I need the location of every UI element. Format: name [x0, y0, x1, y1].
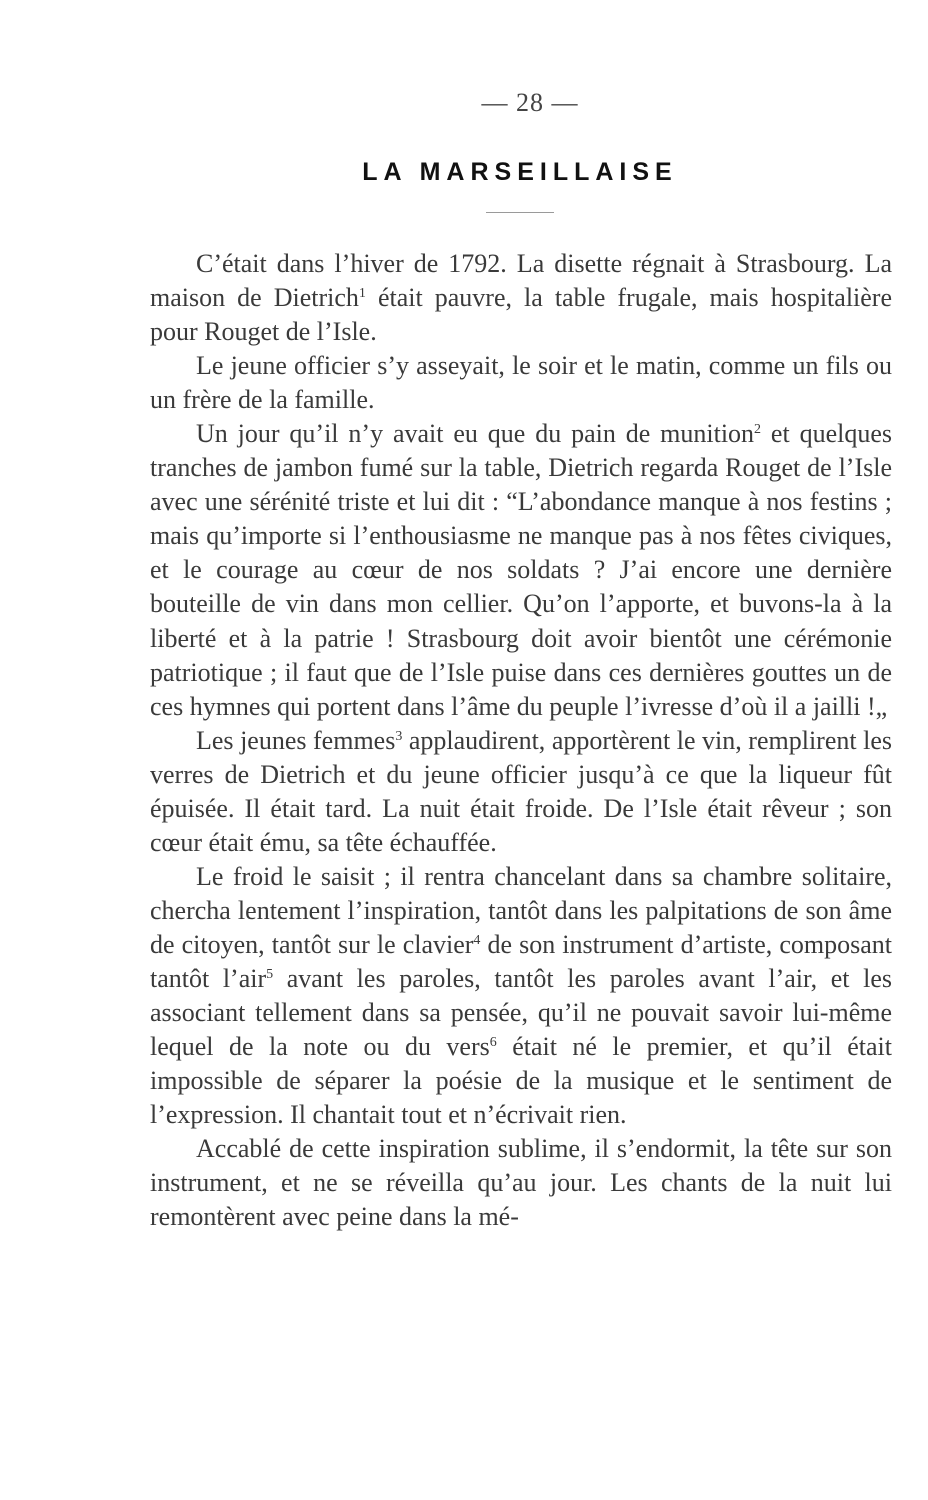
body-text — [150, 247, 892, 1234]
paragraph — [150, 349, 892, 417]
text-segment: et quelques tranches de jambon fumé sur la table, Dietrich regarda Rouget de l’Isle avec une sérénité triste et lui dit : “L’abondance manque à nos festins ; mais qu’importe si l’enthousiasme ne manque pas à nos fêtes civiques, et le courage au cœur de nos soldats ? J’ai encore une dernière bouteille de vin dans mon cellier. Qu’on l’apporte, et buvons-la à la liberté et à la patrie ! Strasbourg doit avoir bientôt une cérémonie patriotique ; il faut que de l’Isle puise dans ces dernières gouttes un de ces hymnes qui portent dans l’âme du peuple l’ivresse d’où il a jailli !„ — [150, 419, 892, 721]
paragraph — [150, 1132, 892, 1234]
text-segment: était pauvre, la table frugale, mais hospitalière pour Rouget de l’Isle. — [150, 283, 892, 347]
chapter-title: LA MARSEILLAISE — [362, 158, 678, 186]
text-segment: C’était dans l’hiver de 1792. La disette régnait à Strasbourg. La maison de Dietrich — [150, 249, 892, 313]
text-segment: Le jeune officier s’y asseyait, le soir et le matin, comme un fils ou un frère de la famille. — [150, 351, 892, 415]
footnote-marker: 1 — [358, 286, 366, 302]
footnote-marker: 5 — [266, 966, 274, 982]
text-segment: Un jour qu’il n’y avait eu que du pain de munition — [196, 419, 755, 449]
paragraph — [150, 860, 892, 1132]
paragraph — [150, 417, 892, 723]
paragraph — [150, 247, 892, 349]
text-segment: de son instrument d’artiste, composant tantôt l’air — [150, 929, 892, 993]
footnote-marker: 2 — [754, 422, 762, 438]
footnote-marker: 3 — [395, 728, 403, 744]
footnote-marker: 4 — [473, 932, 481, 948]
text-segment: était né le premier, et qu’il était impossible de séparer la poésie de la musique et le sentiment de l’expression. Il chantait tout et n’écrivait rien. — [150, 1032, 892, 1130]
text-segment: applaudirent, apportèrent le vin, remplirent les verres de Dietrich et du jeune officier jusqu’à ce que la liqueur fût épuisée. Il était tard. La nuit était froide. De l’Isle était rêveur ; son cœur était ému, sa tête échauffée. — [150, 725, 892, 857]
paragraph — [150, 724, 892, 860]
text-segment: Le froid le saisit ; il rentra chancelant dans sa chambre solitaire, chercha lentement l’inspiration, tantôt dans les palpitations de son âme de citoyen, tantôt sur le clavier — [150, 861, 892, 959]
text-segment: avant les paroles, tantôt les paroles avant l’air, et les associant tellement dans sa pensée, qu’il ne pouvait savoir lui-même lequel de la note ou du vers — [150, 963, 892, 1062]
title-divider — [486, 212, 554, 213]
text-segment: Les jeunes femmes — [196, 725, 396, 755]
text-segment: Accablé de cette inspiration sublime, il s’endormit, la tête sur son instrument, et ne se réveilla qu’au jour. Les chants de la nuit lui remontèrent avec peine dans la mé- — [150, 1134, 892, 1232]
footnote-marker: 6 — [489, 1035, 497, 1051]
page-number: — 28 — — [481, 88, 579, 117]
